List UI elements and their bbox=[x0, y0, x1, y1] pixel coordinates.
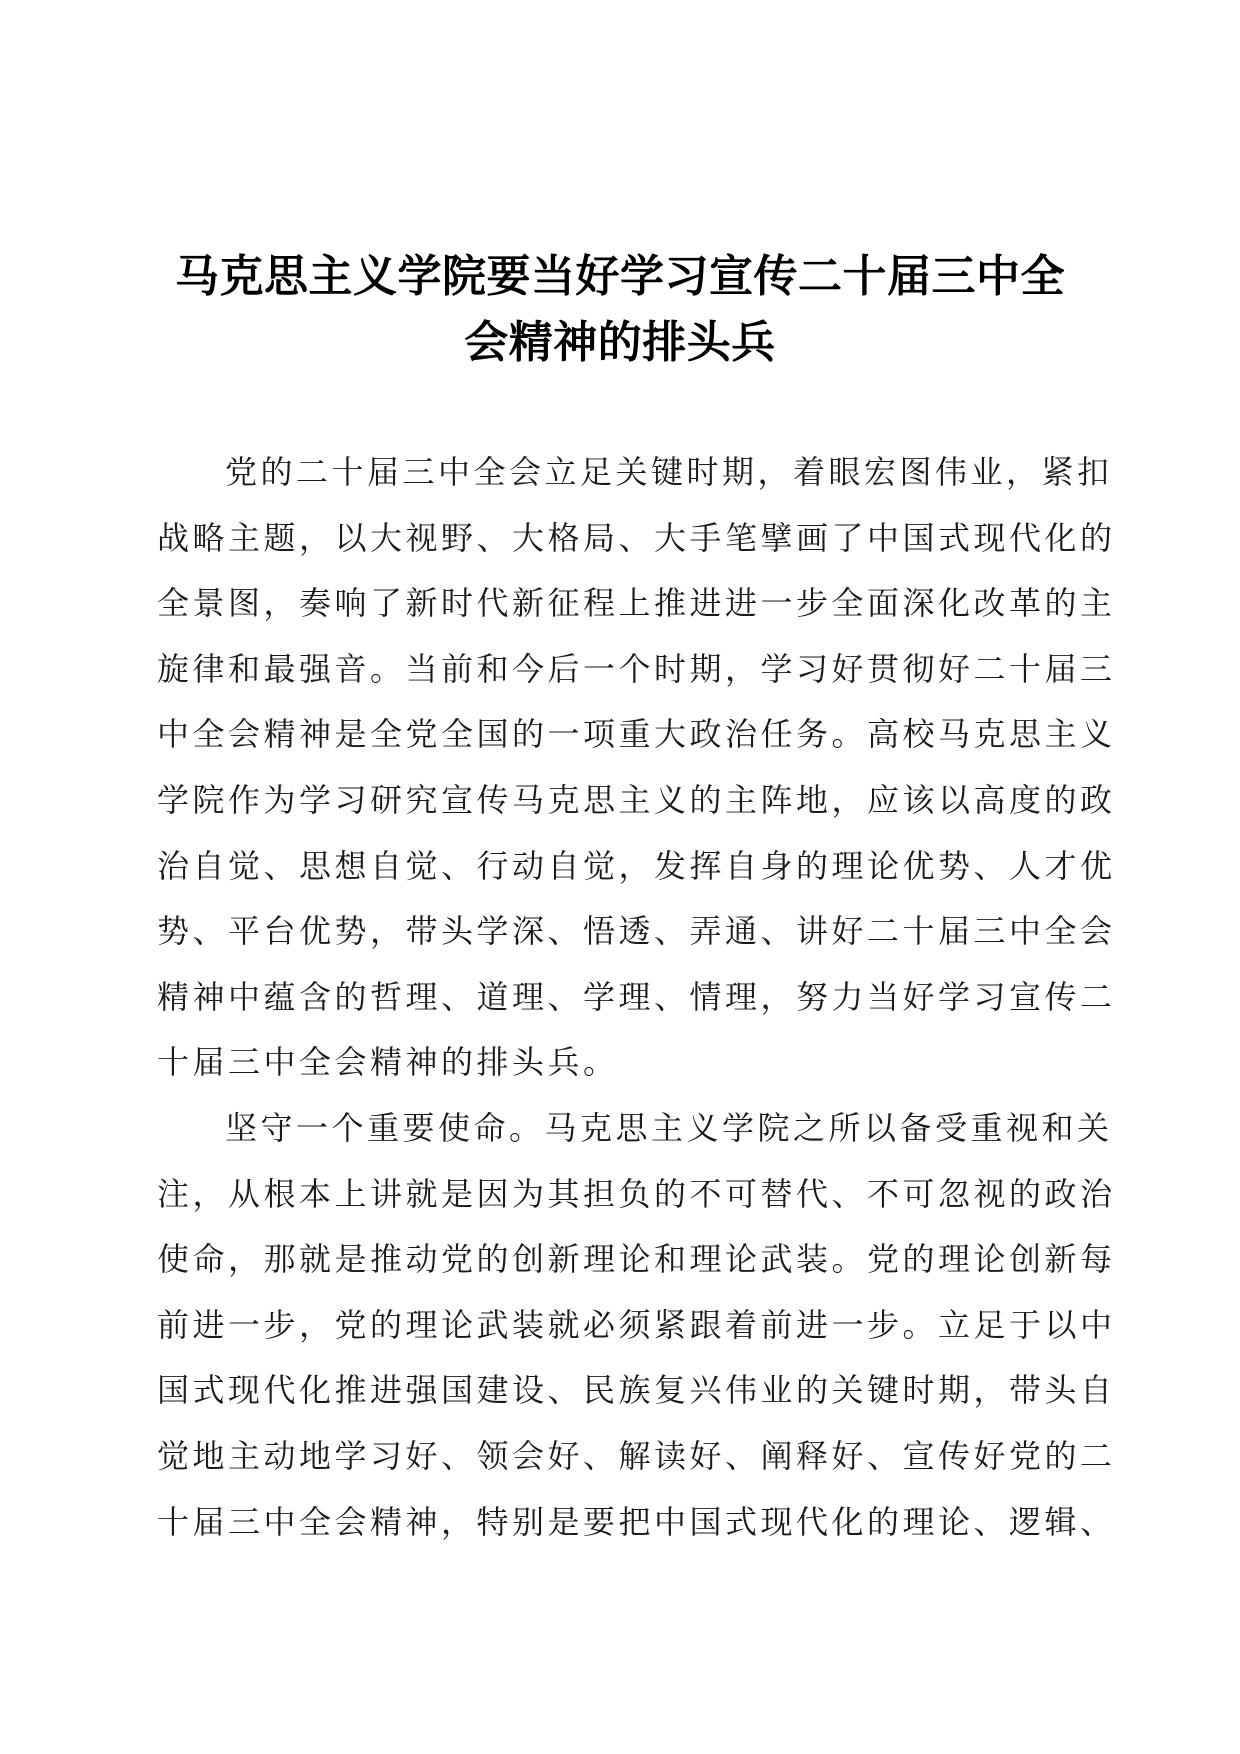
paragraph-line: 势、平台优势，带头学深、悟透、弄通、讲好二十届三中全会 bbox=[157, 912, 1116, 951]
paragraph-1 bbox=[157, 440, 1116, 1096]
paragraph-line: 旋律和最强音。当前和今后一个时期，学习好贯彻好二十届三 bbox=[157, 649, 1116, 688]
paragraph-line: 坚守一个重要使命。马克思主义学院之所以备受重视和关 bbox=[225, 1108, 1113, 1147]
paragraph-line: 学院作为学习研究宣传马克思主义的主阵地，应该以高度的政 bbox=[157, 780, 1116, 819]
paragraph-line: 注，从根本上讲就是因为其担负的不可替代、不可忽视的政治 bbox=[157, 1174, 1116, 1213]
paragraph-line: 治自觉、思想自觉、行动自觉，发挥自身的理论优势、人才优 bbox=[157, 846, 1116, 885]
paragraph-line: 中全会精神是全党全国的一项重大政治任务。高校马克思主义 bbox=[157, 715, 1116, 754]
paragraph-line: 精神中蕴含的哲理、道理、学理、情理，努力当好学习宣传二 bbox=[157, 977, 1116, 1016]
paragraph-line: 觉地主动地学习好、领会好、解读好、阐释好、宣传好党的二 bbox=[157, 1436, 1116, 1475]
title-line-1: 马克思主义学院要当好学习宣传二十届三中全 bbox=[175, 251, 1065, 302]
paragraph-line: 前进一步，党的理论武装就必须紧跟着前进一步。立足于以中 bbox=[157, 1305, 1116, 1344]
document-title bbox=[150, 244, 1090, 376]
paragraph-line: 党的二十届三中全会立足关键时期，着眼宏图伟业，紧扣 bbox=[225, 453, 1113, 491]
paragraph-line: 国式现代化推进强国建设、民族复兴伟业的关键时期，带头自 bbox=[157, 1371, 1116, 1410]
paragraph-line: 全景图，奏响了新时代新征程上推进进一步全面深化改革的主 bbox=[157, 584, 1116, 623]
document-body bbox=[157, 440, 1116, 1555]
paragraph-line: 使命，那就是推动党的创新理论和理论武装。党的理论创新每 bbox=[157, 1240, 1116, 1279]
paragraph-line: 十届三中全会精神，特别是要把中国式现代化的理论、逻辑、 bbox=[157, 1502, 1116, 1541]
paragraph-2 bbox=[157, 1096, 1116, 1555]
paragraph-line: 战略主题，以大视野、大格局、大手笔擘画了中国式现代化的 bbox=[157, 518, 1116, 557]
paragraph-line: 十届三中全会精神的排头兵。 bbox=[157, 1043, 619, 1082]
title-line-2: 会精神的排头兵 bbox=[464, 317, 776, 368]
